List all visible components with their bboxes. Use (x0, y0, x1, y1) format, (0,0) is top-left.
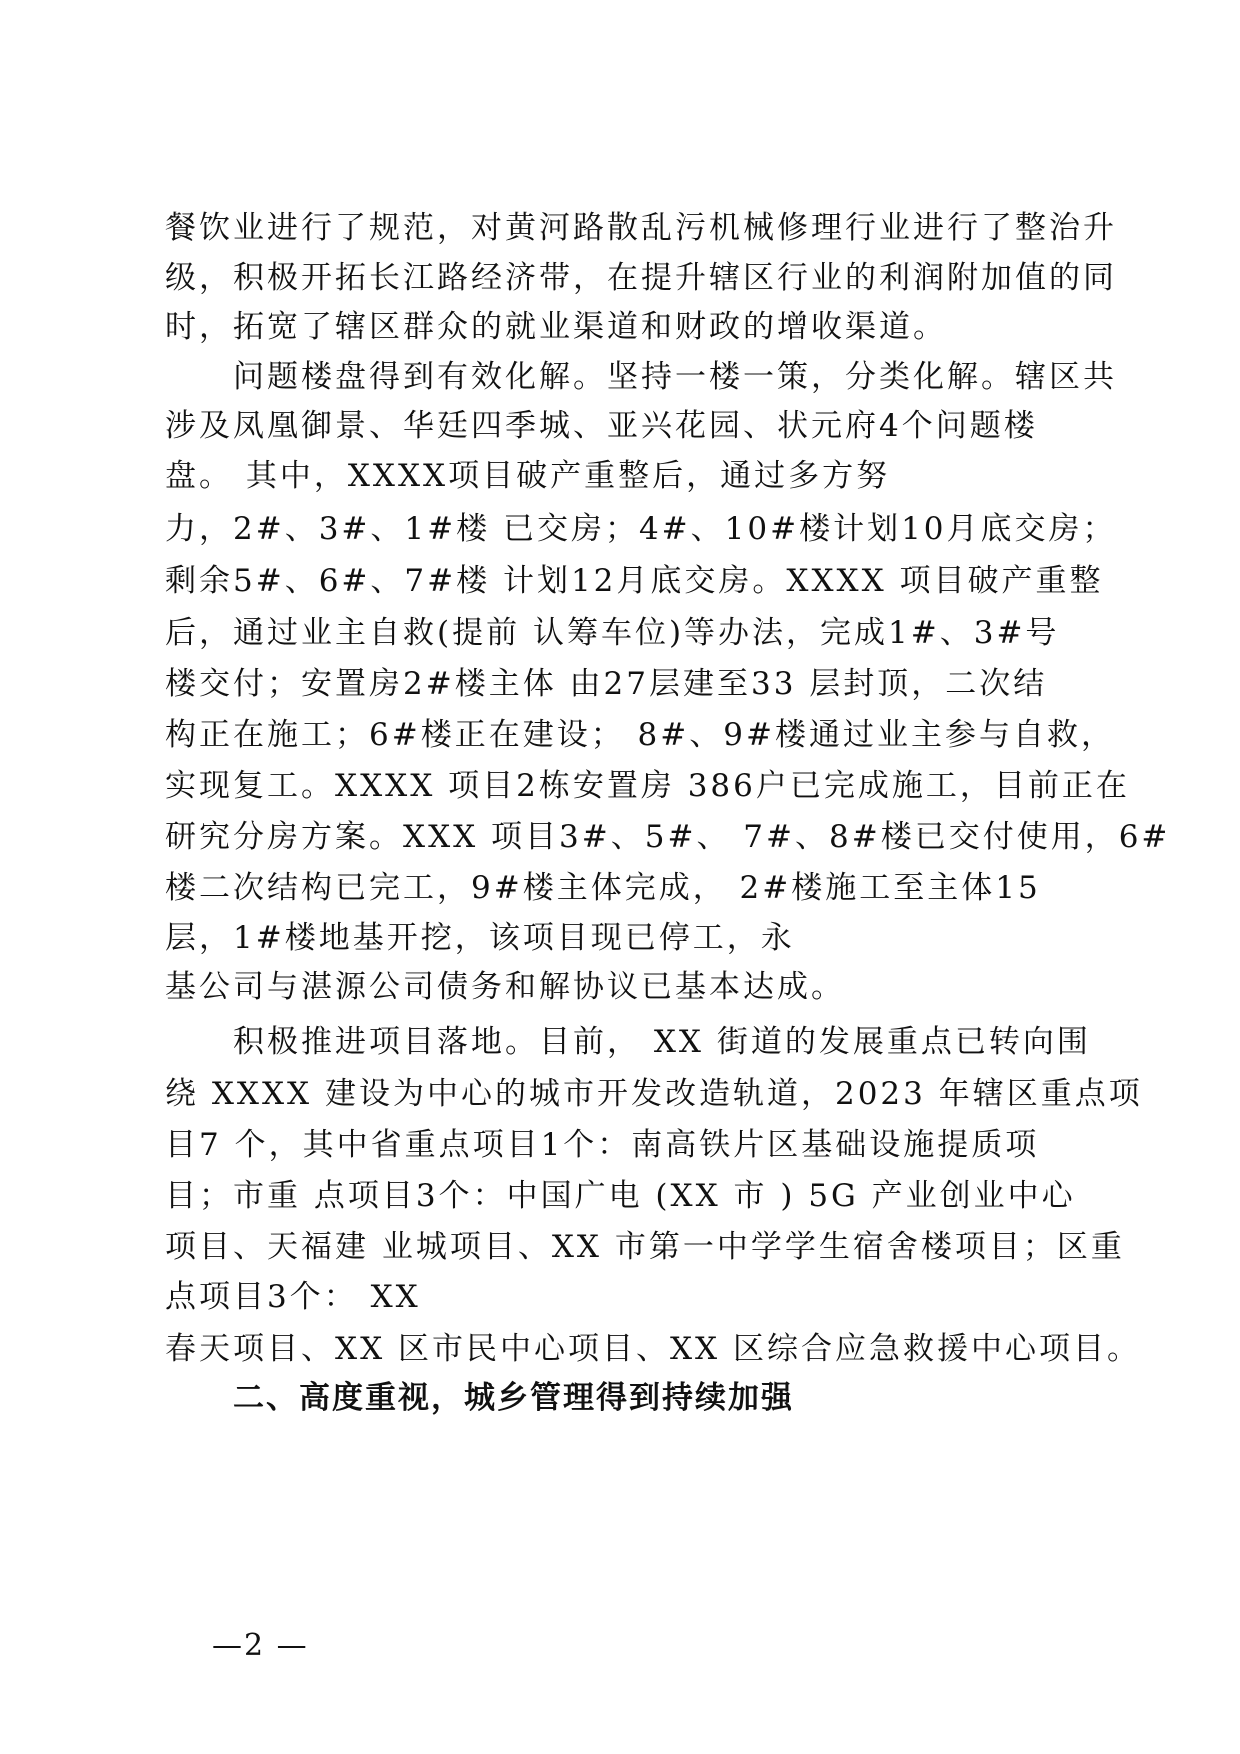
paragraph-line: 研究分房方案。XXX 项目3#、5#、 7#、8#楼已交付使用，6# (165, 819, 1171, 855)
paragraph-line: 楼二次结构已完工，9#楼主体完成， 2#楼施工至主体15 (165, 870, 1041, 906)
paragraph-line: 基公司与湛源公司债务和解协议已基本达成。 (165, 969, 845, 1005)
section-heading: 二、高度重视，城乡管理得到持续加强 (233, 1380, 794, 1416)
paragraph-line: 涉及凤凰御景、华廷四季城、亚兴花园、状元府4个问题楼 (165, 408, 1038, 444)
paragraph-line: 后，通过业主自救(提前 认筹车位)等办法，完成1#、3#号 (165, 615, 1060, 651)
paragraph-line: 目；市重 点项目3个：中国广电 (XX 市 ) 5G 产业创业中心 (165, 1178, 1076, 1214)
paragraph-line: 绕 XXXX 建设为中心的城市开发改造轨道，2023 年辖区重点项 (165, 1076, 1143, 1112)
paragraph-line: 项目、天福建 业城项目、XX 市第一中学学生宿舍楼项目；区重 (165, 1229, 1125, 1265)
paragraph-line: 时，拓宽了辖区群众的就业渠道和财政的增收渠道。 (165, 309, 947, 345)
paragraph-line: 积极推进项目落地。目前， XX 街道的发展重点已转向围 (233, 1024, 1091, 1060)
paragraph-line: 问题楼盘得到有效化解。坚持一楼一策，分类化解。辖区共 (233, 359, 1117, 395)
paragraph-line: 目7 个，其中省重点项目1个：南高铁片区基础设施提质项 (165, 1127, 1040, 1163)
paragraph-line: 力，2#、3#、1#楼 已交房；4#、10#楼计划10月底交房； (165, 511, 1117, 547)
paragraph-line: 实现复工。XXXX 项目2栋安置房 386户已完成施工，目前正在 (165, 768, 1130, 804)
paragraph-line: 盘。 其中，XXXX项目破产重整后，通过多方努 (165, 458, 891, 494)
paragraph-line: 层，1#楼地基开挖，该项目现已停工，永 (165, 920, 795, 956)
paragraph-line: 剩余5#、6#、7#楼 计划12月底交房。XXXX 项目破产重整 (165, 563, 1104, 599)
paragraph-line: 春天项目、XX 区市民中心项目、XX 区综合应急救援中心项目。 (165, 1331, 1141, 1367)
paragraph-line: 构正在施工；6#楼正在建设； 8#、9#楼通过业主参与自救， (165, 717, 1115, 753)
paragraph-line: 楼交付；安置房2#楼主体 由27层建至33 层封顶，二次结 (165, 666, 1048, 702)
paragraph-line: 级，积极开拓长江路经济带，在提升辖区行业的利润附加值的同 (165, 260, 1117, 296)
page-number: —2 — (212, 1628, 309, 1663)
paragraph-line: 餐饮业进行了规范，对黄河路散乱污机械修理行业进行了整治升 (165, 210, 1117, 246)
paragraph-line: 点项目3个： XX (165, 1279, 421, 1315)
